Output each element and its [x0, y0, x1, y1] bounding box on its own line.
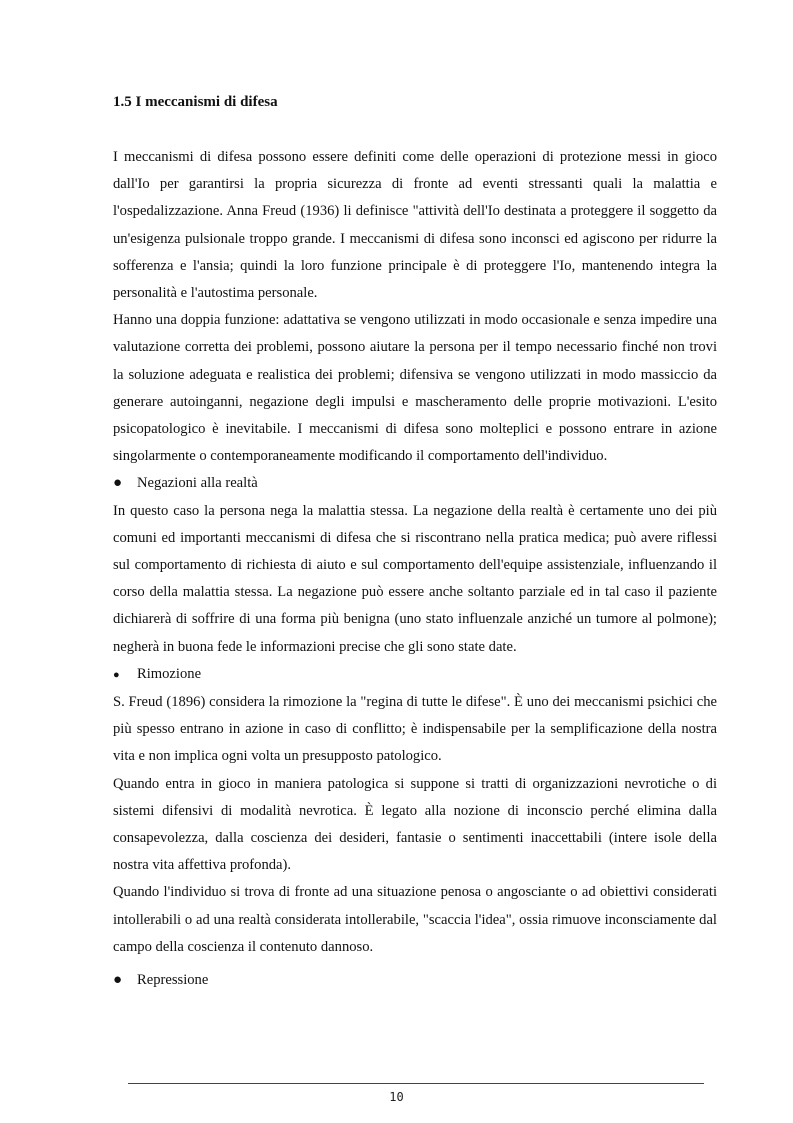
paragraph-intro: I meccanismi di difesa possono essere definiti come delle operazioni di protezione messi in gioco dall'Io per garantirsi la propria sicurezza di fronte ad eventi stressanti quali la malattia e l'ospedalizzazione. Anna Freud (1936) li definisce "attività dell'Io destinata a proteggere il soggetto da un'esigenza pulsionale troppo grande. I meccanismi di difesa sono inconsci ed agiscono per ridurre la sofferenza e l'ansia; quindi la loro funzione principale è di proteggere l'Io, mantenendo integra la personalità e l'autostima personale.	[113, 149, 717, 302]
paragraph-negation: In questo caso la persona nega la malattia stessa. La negazione della realtà è certamente uno dei più comuni ed importanti meccanismi di difesa che si riscontrano nella pratica medica; può avere riflessi sul comportamento di richiesta di aiuto e sul comportamento dell'equipe assistenziale, influenzando il corso della malattia stessa. La negazione può essere anche soltanto parziale ed in tal caso il paziente dichiarerà di soffrire di una forma più benigna (uno stato influenzale anziché un tumore al polmone); negherà in buona fede le informazioni precise che gli sono state date.	[113, 502, 717, 655]
body-text	[113, 144, 717, 994]
bullet-icon: ●	[113, 972, 123, 989]
bullet-icon: ●	[113, 475, 123, 492]
bullet-icon: ●	[113, 668, 120, 681]
bullet-item-removal	[113, 661, 717, 689]
paragraph-functions: Hanno una doppia funzione: adattativa se vengono utilizzati in modo occasionale e senza impedire una valutazione corretta dei problemi, possono aiutare la persona per il tempo necessario finché non trovi la soluzione adeguata e realistica dei problemi; difensiva se vengono utilizzati in modo massiccio da generare autoinganni, negazione degli impulsi e mascheramento delle proprie motivazioni. L'esito psicopatologico è inevitabile. I meccanismi di difesa sono molteplici e possono entrare in azione singolarmente o contemporaneamente modificando il comportamento dell'individuo.	[113, 312, 717, 465]
paragraph-removal-2: Quando entra in gioco in maniera patologica si suppone si tratti di organizzazioni nevrotiche o di sistemi difensivi di modalità nevrotica. È legato alla nozione di inconscio perché elimina dalla consapevolezza, dalla coscienza dei desideri, fantasie o sentimenti inaccettabili (intere isole della nostra vita affettiva profonda).	[113, 775, 717, 874]
section-title: 1.5 I meccanismi di difesa	[113, 94, 278, 110]
bullet-label: Repressione	[137, 972, 209, 989]
page-number: 10	[389, 1090, 404, 1104]
footer-divider	[128, 1083, 704, 1084]
paragraph-removal-3: Quando l'individuo si trova di fronte ad una situazione penosa o angosciante o ad obiettivi considerati intollerabili o ad una realtà considerata intollerabile, "scaccia l'idea", ossia rimuove inconsciamente dal campo della coscienza il contenuto dannoso.	[113, 884, 717, 955]
bullet-item-negation	[113, 470, 717, 497]
bullet-label: Rimozione	[137, 665, 202, 682]
paragraph-removal-1: S. Freud (1896) considera la rimozione la "regina di tutte le difese". È uno dei meccanismi psichici che più spesso entrano in azione in caso di conflitto; è indispensabile per la semplificazione della nostra vita e non implica ogni volta un presupposto patologico.	[113, 694, 717, 765]
bullet-label: Negazioni alla realtà	[137, 475, 258, 492]
bullet-item-repression	[113, 967, 717, 994]
